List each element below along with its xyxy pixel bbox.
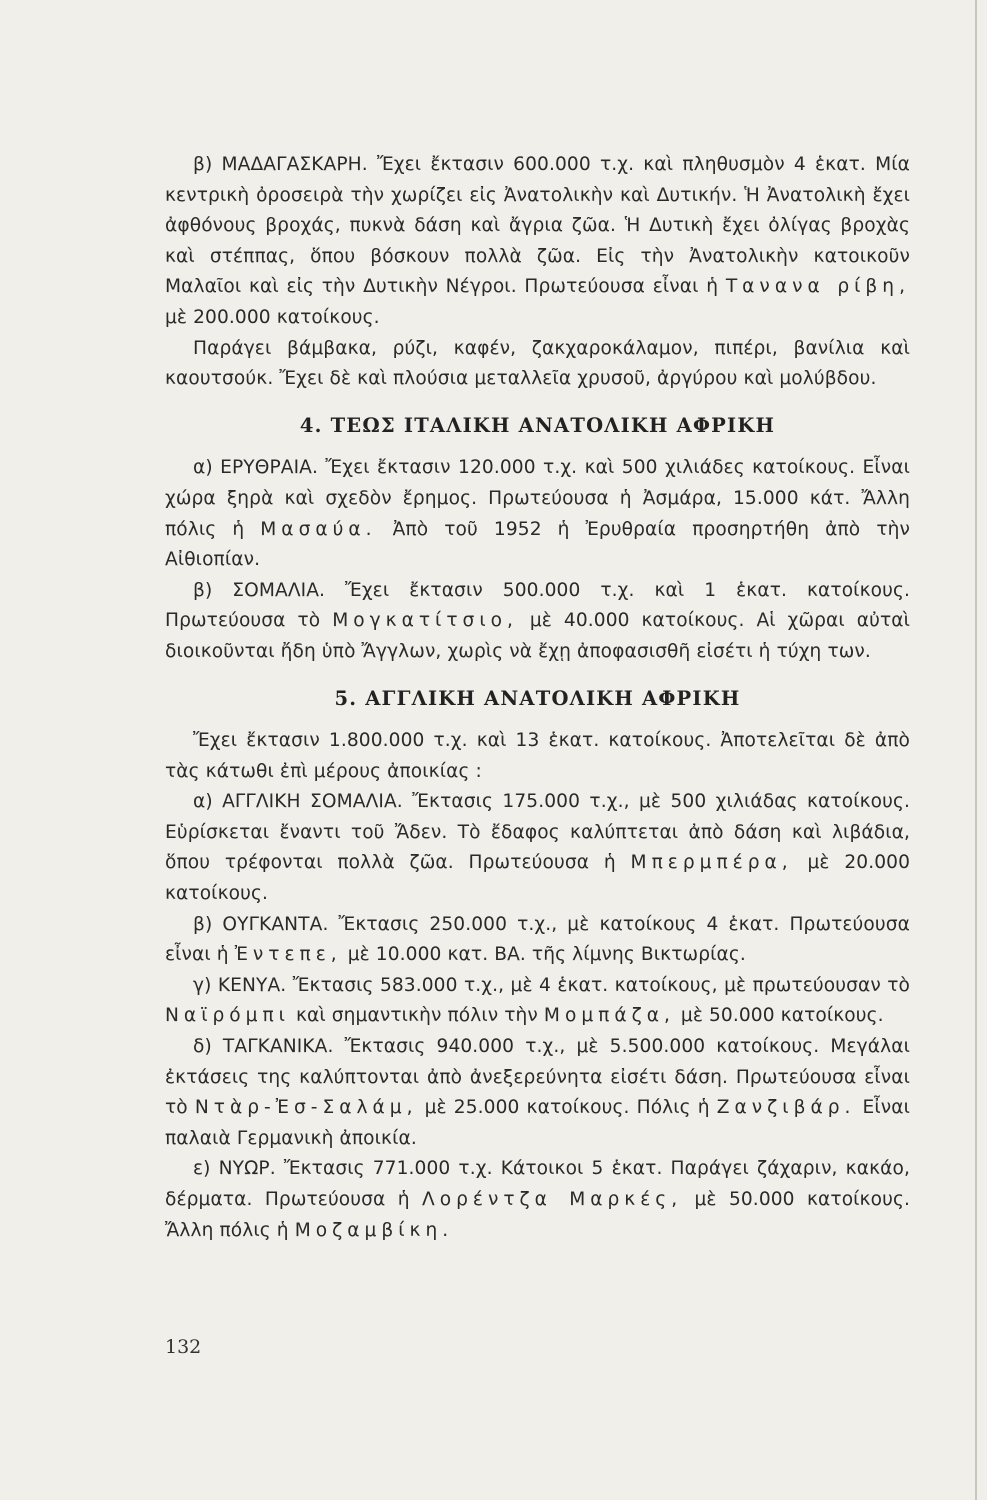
paragraph-section5-intro: Ἔχει ἔκτασιν 1.800.000 τ.χ. καὶ 13 ἑκατ. κατοίκους. Ἀποτελεῖται δὲ ἀπὸ τὰς κάτωθι ἐπὶ μέρους ἀποικίας : xyxy=(165,730,910,782)
text-run: μὲ 200.000 κατοίκους. xyxy=(165,306,380,328)
text-run: β) ΟΥΓΚΑΝΤΑ. Ἔκτασις 250.000 τ.χ., μὲ κατοίκους 4 ἑκατ. Πρωτεύουσα εἶναι ἡ xyxy=(165,913,910,966)
text-run: δ) ΤΑΓΚΑΝΙΚΑ. Ἔκτασις 940.000 τ.χ., μὲ 5.500.000 κατοίκους. Μεγάλαι ἐκτάσεις της καλύπτονται ἀπὸ ἀνεξερεύνητα εἰσέτι δάση. Πρωτεύουσα εἶναι τὸ xyxy=(165,1036,910,1119)
spaced-place-name: Ἐντεπε, xyxy=(234,944,342,966)
spaced-place-name: Λορέντζα Μαρκές, xyxy=(422,1189,683,1210)
page-number: 132 xyxy=(165,1336,202,1358)
text-run: α) ΕΡΥΘΡΑΙΑ. Ἔχει ἔκτασιν 120.000 τ.χ. καὶ 500 χιλιάδες κατοίκους. Εἶναι χώρα ξηρὰ καὶ σχεδὸν ἔρημος. Πρωτεύουσα ἡ Ἀσμάρα, 15.000 κάτ. Ἄλλη πόλις ἡ xyxy=(165,457,910,540)
text-run: β) ΣΟΜΑΛΙΑ. Ἔχει ἔκτασιν 500.000 τ.χ. καὶ 1 ἑκατ. κατοίκους. Πρωτεύουσα τὸ xyxy=(165,579,910,632)
spaced-place-name: Ντὰρ-Ἐσ-Σαλάμ, xyxy=(194,1097,418,1119)
spaced-place-name: Ναϊρόμπι xyxy=(165,1005,290,1027)
page-edge-line xyxy=(975,0,977,1500)
paragraph-tanganyika xyxy=(165,1032,910,1154)
paragraph-madagascar-products: Παράγει βάμβακα, ρύζι, καφέν, ζακχαροκάλαμον, πιπέρι, βανίλια καὶ καουτσούκ. Ἔχει δὲ καὶ πλούσια μεταλλεῖα χρυσοῦ, ἀργύρου καὶ μολύβδου. xyxy=(165,337,910,390)
spaced-place-name: Μομπάζα, xyxy=(543,1005,675,1027)
text-run: γ) ΚΕΝΥΑ. Ἔκτασις 583.000 τ.χ., μὲ 4 ἑκατ. κατοίκους, μὲ πρωτεύουσαν τὸ xyxy=(193,974,910,996)
text-run: καὶ σημαντικὴν πόλιν τὴν xyxy=(295,1005,538,1027)
paragraph-british-somalia xyxy=(165,787,910,909)
paragraph-eritrea xyxy=(165,453,910,575)
paragraph-kenya xyxy=(165,971,910,1032)
spaced-place-name: Μοζαμβίκη. xyxy=(294,1219,454,1241)
spaced-place-name: Μπερμπέρα, xyxy=(630,852,793,874)
spaced-place-name: Τανανα ρίβη, xyxy=(725,276,910,298)
text-run: μὲ 50.000 κατοίκους. xyxy=(680,1005,884,1027)
paragraph-nyasa xyxy=(165,1154,910,1246)
spaced-place-name: Ζανζιβάρ. xyxy=(716,1097,856,1119)
text-run: Εἶναι παλαιὰ Γερμανικὴ ἀποικία. xyxy=(165,1097,911,1149)
document-page xyxy=(165,150,910,1246)
text-run: β) ΜΑΔΑΓΑΣΚΑΡΗ. Ἔχει ἔκτασιν 600.000 τ.χ. καὶ πληθυσμὸν 4 ἑκατ. Μία κεντρικὴ ὀροσειρὰ τὴν χωρίζει εἰς Ἀνατολικὴν καὶ Δυτικήν. Ἡ Ἀνατολικὴ ἔχει ἀφθόνους βροχάς, πυκνὰ δάση καὶ ἄγρια ζῶα. Ἡ Δυτικὴ ἔχει ὀλίγας βροχὰς καὶ στέππας, ὅπου βόσκουν πολλὰ ζῶα. Εἰς τὴν Ἀνατολικὴν κατοικοῦν Μαλαῖοι καὶ εἰς τὴν Δυτικὴν Νέγροι. Πρωτεύουσα εἶναι ἡ xyxy=(165,154,910,298)
text-run: μὲ 50.000 κατοίκους. Ἄλλη πόλις ἡ xyxy=(165,1189,910,1241)
text-run: α) ΑΓΓΛΙΚΗ ΣΟΜΑΛΙΑ. Ἔκτασις 175.000 τ.χ., μὲ 500 χιλιάδας κατοίκους. Εὑρίσκεται ἔναντι τοῦ Ἄδεν. Τὸ ἔδαφος καλύπτεται ἀπὸ δάση καὶ λιβάδια, ὅπου τρέφονται πολλὰ ζῶα. Πρωτεύουσα ἡ xyxy=(165,791,910,874)
spaced-place-name: Μογκατίτσιο, xyxy=(332,610,518,632)
spaced-place-name: Μασαύα. xyxy=(260,518,377,540)
text-run: Ἀπὸ τοῦ 1952 ἡ Ἐρυθραία προσηρτήθη ἀπὸ τὴν Αἰθιοπίαν. xyxy=(165,518,910,571)
paragraph-somalia-italian xyxy=(165,576,910,668)
section-heading-4: 4. ΤΕΩΣ ΙΤΑΛΙΚΗ ΑΝΑΤΟΛΙΚΗ ΑΦΡΙΚΗ xyxy=(299,413,776,437)
paragraph-uganda xyxy=(165,910,910,971)
text-run: μὲ 25.000 κατοίκους. Πόλις ἡ xyxy=(424,1097,710,1119)
section-heading-5: 5. ΑΓΓΛΙΚΗ ΑΝΑΤΟΛΙΚΗ ΑΦΡΙΚΗ xyxy=(334,686,741,710)
text-run: μὲ 20.000 κατοίκους. xyxy=(165,852,911,905)
paragraph-madagascar xyxy=(165,150,910,334)
text-run: μὲ 10.000 κατ. ΒΑ. τῆς λίμνης Βικτωρίας. xyxy=(347,944,746,966)
text-run: ε) ΝΥΩΡ. Ἔκτασις 771.000 τ.χ. Κάτοικοι 5 ἑκατ. Παράγει ζάχαριν, κακάο, δέρματα. Πρωτεύουσα ἡ xyxy=(165,1158,910,1210)
text-run: μὲ 40.000 κατοίκους. Αἱ χῶραι αὐταὶ διοικοῦνται ἤδη ὑπὸ Ἄγγλων, χωρὶς νὰ ἔχῃ ἀποφασισθῆ εἰσέτι ἡ τύχη των. xyxy=(165,610,910,662)
